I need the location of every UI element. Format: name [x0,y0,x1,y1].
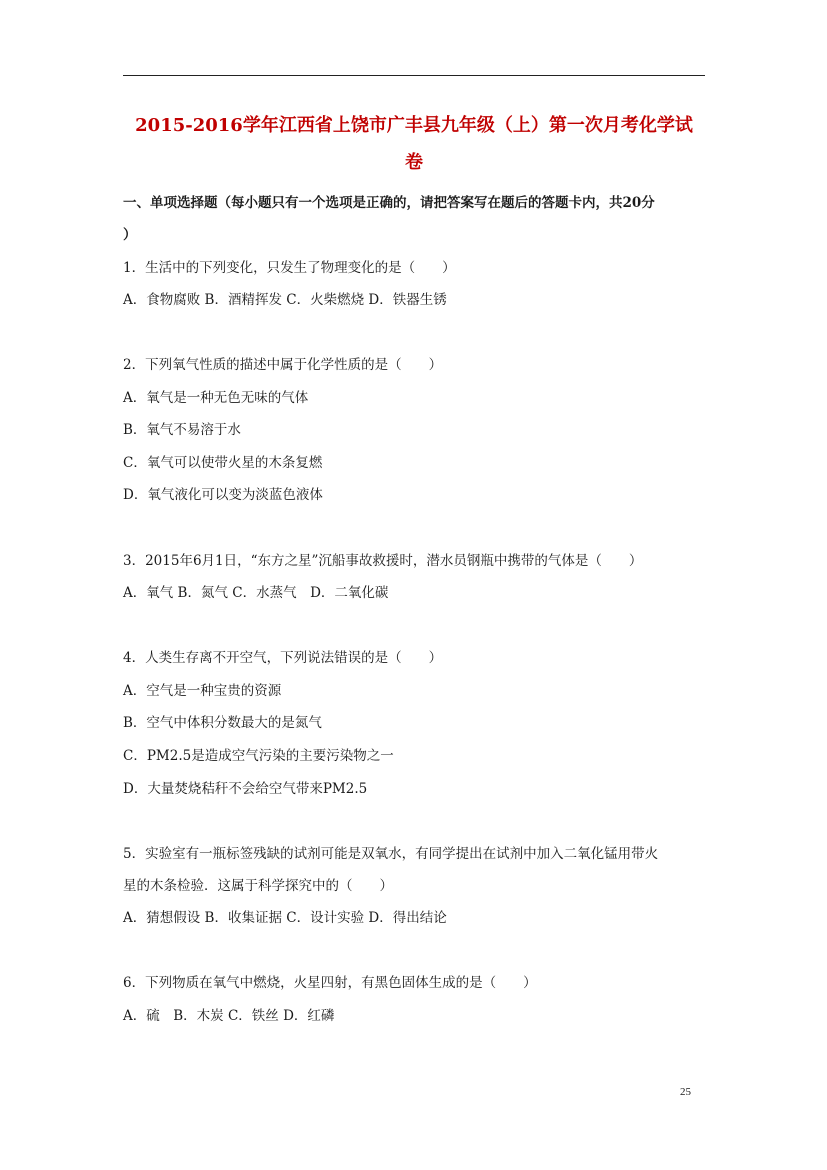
question-4-option-a: A．空气是一种宝贵的资源 [123,683,282,699]
question-1-options: A．食物腐败 B．酒精挥发 C．火柴燃烧 D．铁器生锈 [123,292,447,308]
question-5-stem-line-2: 星的木条检验．这属于科学探究中的（ ） [123,878,393,894]
document-title-line-1: 2015-2016学年江西省上饶市广丰县九年级（上）第一次月考化学试 [135,115,693,136]
question-4-option-d: D．大量焚烧秸秆不会给空气带来PM2.5 [123,781,368,797]
header-rule [123,75,705,76]
question-3-stem: 3．2015年6月1日，“东方之星”沉船事故救援时，潜水员钢瓶中携带的气体是（ ） [123,553,643,569]
question-4-stem: 4．人类生存离不开空气，下列说法错误的是（ ） [123,650,443,666]
question-6-options: A．硫 B．木炭 C．铁丝 D．红磷 [123,1008,335,1024]
question-2-option-d: D．氧气液化可以变为淡蓝色液体 [123,487,323,503]
section-heading-line-2: ） [123,227,137,243]
question-5-options: A．猜想假设 B．收集证据 C．设计实验 D．得出结论 [123,910,447,926]
question-2-option-b: B．氧气不易溶于水 [123,422,241,438]
question-2-stem: 2．下列氧气性质的描述中属于化学性质的是（ ） [123,357,443,373]
question-4-option-c: C．PM2.5是造成空气污染的主要污染物之一 [123,748,394,764]
question-2-option-a: A．氧气是一种无色无味的气体 [123,390,309,406]
section-heading-line-1: 一、单项选择题（每小题只有一个选项是正确的，请把答案写在题后的答题卡内，共20分 [123,195,655,211]
question-4-option-b: B．空气中体积分数最大的是氮气 [123,715,322,731]
question-3-options: A．氧气 B．氮气 C．水蒸气 D．二氧化碳 [123,585,389,601]
question-2-option-c: C．氧气可以使带火星的木条复燃 [123,455,323,471]
question-1-stem: 1．生活中的下列变化，只发生了物理变化的是（ ） [123,260,456,276]
page-number: 25 [680,1086,691,1098]
question-6-stem: 6．下列物质在氧气中燃烧，火星四射，有黑色固体生成的是（ ） [123,975,537,991]
document-title-line-2: 卷 [405,152,423,173]
question-5-stem-line-1: 5．实验室有一瓶标签残缺的试剂可能是双氧水，有同学提出在试剂中加入二氧化锰用带火 [123,846,659,862]
